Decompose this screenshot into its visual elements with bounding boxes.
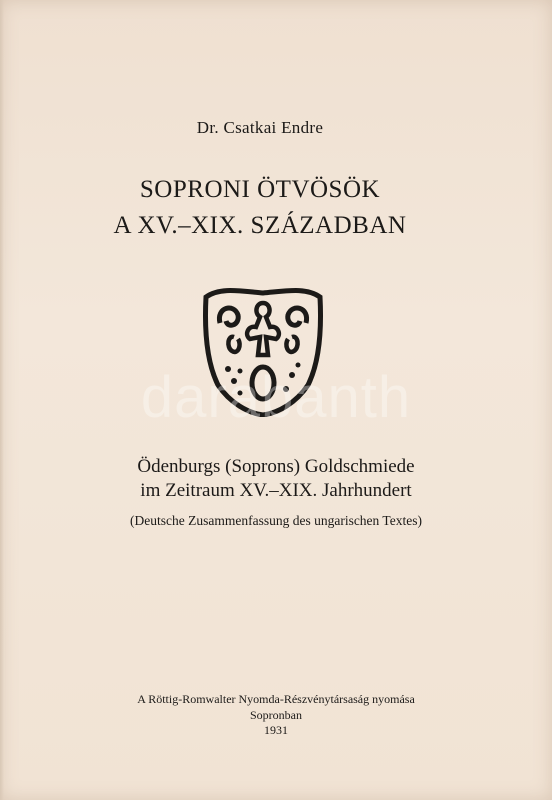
- title-line-2: A XV.–XIX. SZÁZADBAN: [113, 212, 407, 239]
- title-line-1: SOPRONI ÖTVÖSÖK: [139, 176, 381, 203]
- german-note: (Deutsche Zusammenfassung des ungarischen Textes): [130, 513, 422, 528]
- watermark: darabanth: [140, 365, 412, 430]
- imprint-city: Sopronban: [250, 708, 302, 722]
- german-title-line-2: im Zeitraum XV.–XIX. Jahrhundert: [140, 480, 412, 501]
- imprint-year: 1931: [264, 723, 288, 737]
- author-name: Dr. Csatkai Endre: [196, 118, 324, 137]
- german-title-line-1: Ödenburgs (Soprons) Goldschmiede: [137, 456, 415, 477]
- printer-imprint: A Röttig-Romwalter Nyomda-Részvénytársaság nyomása: [137, 692, 415, 706]
